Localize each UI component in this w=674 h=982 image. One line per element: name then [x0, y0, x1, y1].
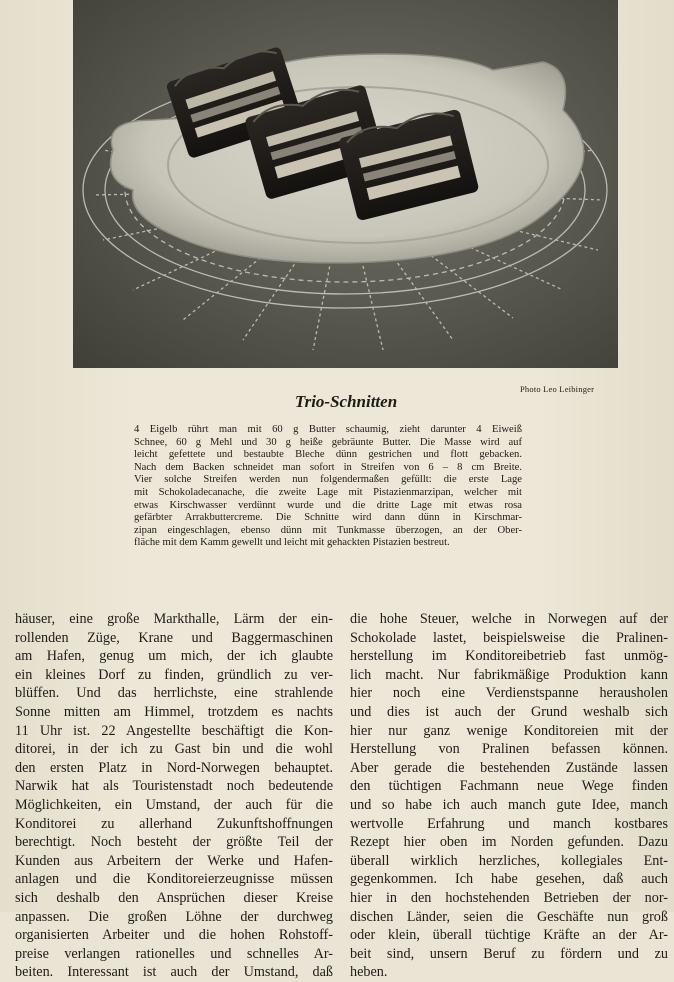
article-line: Möglichkeiten, ein Umstand, der auch für die — [15, 796, 333, 813]
article-line: Herstellung von Pralinen befassen können. — [350, 741, 668, 758]
article-line: berechtigt. Noch besteht der größte Teil der — [15, 834, 333, 851]
article-line: am Hafen, genug um mich, der ich glaubte — [15, 648, 333, 665]
article-line: gegenkommen. Ich habe gesehen, daß auch — [350, 871, 668, 888]
article-line: dischen Länder, seien die Geschäfte nun groß — [350, 908, 668, 925]
recipe-line: etwas Kirschwasser verdünnt wurde und die dritte Lage mit etwas rosa — [134, 499, 522, 511]
recipe-line: Vier solche Streifen werden nun folgendermaßen gefüllt: die erste Lage — [134, 474, 522, 486]
article-line: hier nur ganz wenige Konditoreien mit der — [350, 722, 668, 739]
cake-photo — [73, 0, 618, 368]
article-line: Rezept hier oben im Norden gefunden. Dazu — [350, 834, 668, 851]
recipe-line: 4 Eigelb rührt man mit 60 g Butter schaumig, zieht darunter 4 Eiweiß — [134, 424, 522, 435]
article-column-left — [15, 610, 333, 982]
article-line: Konditorei zu allerhand Zukunftshoffnungen — [15, 815, 333, 832]
recipe-line: Nach dem Backen schneidet man sofort in Streifen von 6 – 8 cm Breite. — [134, 461, 522, 473]
article-line: beiten. Interessant ist auch der Umstand, daß — [15, 964, 333, 981]
recipe-title: Trio-Schnitten — [294, 392, 398, 411]
article-line: und dies ist auch der Grund weshalb sich — [350, 703, 668, 720]
article-line: den tüchtigen Fachmann neue Wege finden — [350, 778, 668, 795]
article-line: häuser, eine große Markthalle, Lärm der ein- — [15, 611, 333, 627]
article-line: 11 Uhr ist. 22 Angestellte beschäftigt die Kon- — [15, 722, 333, 739]
article-line: hier in den hochstehenden Betrieben der nor- — [350, 889, 668, 906]
recipe-line: zipan eingeschlagen, ebenso dünn mit Tunkmasse überzogen, an der Ober- — [134, 524, 522, 536]
article-line: organisierten Arbeiter und die hohen Rohstoff- — [15, 927, 333, 944]
article-line: anpassen. Die großen Löhne der durchweg — [15, 908, 333, 925]
article-line: lich macht. Nur fabrikmäßige Produktion kann — [350, 666, 668, 683]
article-line: wertvolle Erfahrung und manch kostbares — [350, 815, 668, 832]
article-line: ditorei, in der ich zu Gast bin und die wohl — [15, 741, 333, 758]
article-line: den ersten Platz in Nord-Norwegen behauptet. — [15, 759, 333, 776]
recipe-line: Schnee, 60 g Mehl und 30 g heiße gebräunte Butter. Die Masse wird auf — [134, 436, 522, 448]
article-line: preise verlangen rationelles und schnelles Ar- — [15, 945, 333, 962]
recipe-text — [134, 424, 522, 550]
article-line: überall wirklich herzliches, kollegiales Ent- — [350, 852, 668, 869]
article-column-right — [350, 610, 668, 982]
cake-photo-illustration — [73, 0, 618, 368]
article-line: Schokolade lastet, beispielsweise die Pralinen- — [350, 629, 668, 646]
article-line: ein kleines Dorf zu finden, gründlich zu ver- — [15, 666, 333, 683]
article-line: sich deshalb den Ansprüchen dieser Kreise — [15, 889, 333, 906]
recipe-line: mit Schokoladecanache, die zweite Lage mit Pistazienmarzipan, welcher mit — [134, 486, 522, 498]
recipe-line: leicht gefettete und bestaubte Bleche dünn gestrichen und flott gebacken. — [134, 449, 522, 461]
article-line: beit sind, unsern Beruf zu fördern und zu — [350, 945, 668, 962]
article-line: hier noch eine Verdienstspanne herausholen — [350, 685, 668, 702]
article-line: Aber gerade die bestehenden Zustände lassen — [350, 759, 668, 776]
photo-credit: Photo Leo Leibinger — [520, 384, 595, 394]
recipe-line: gefärbter Arrakbuttercreme. Die Schnitte wird dann dünn in Kirschmar- — [134, 512, 522, 524]
article-line: Sonne mitten am Himmel, trotzdem es nachts — [15, 703, 333, 720]
article-line: herstellung im Konditoreibetrieb fast unmög- — [350, 648, 668, 665]
recipe-line: fläche mit dem Kamm gewellt und leicht mit gehackten Pistazien bestreut. — [134, 537, 450, 549]
article-line: und so habe ich auch manch gute Idee, manch — [350, 796, 668, 813]
article-line: Narwik hat als Touristenstadt noch bedeutende — [15, 778, 333, 795]
article-line: anlagen und die Konditoreierzeugnisse müssen — [15, 871, 333, 888]
article-line: heben. — [350, 964, 388, 981]
article-line: blüffen. Und das herrlichste, eine strahlende — [15, 685, 333, 702]
article-line: oder klein, überall tüchtige Kräfte an der Ar- — [350, 927, 668, 944]
article-line: Kunden aus Arbeitern der Werke und Hafen- — [15, 852, 333, 869]
article-line: die hohe Steuer, welche in Norwegen auf der — [350, 611, 668, 627]
article-line: rollenden Züge, Krane und Baggermaschinen — [15, 629, 333, 646]
